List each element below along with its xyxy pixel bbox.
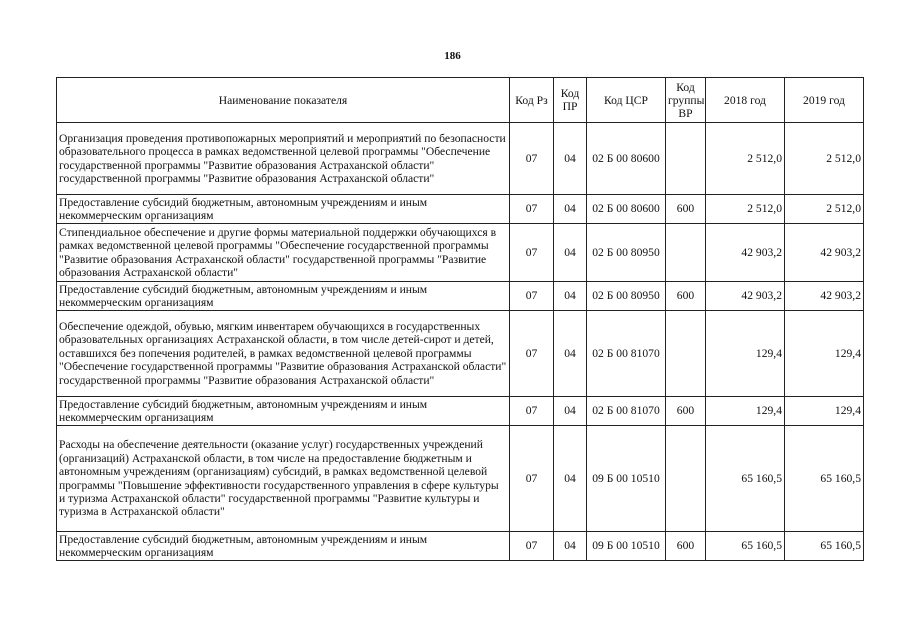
col-header-pr: Код ПР	[554, 78, 587, 123]
col-header-2019: 2019 год	[785, 78, 864, 123]
table-row	[57, 426, 864, 532]
row-csr: 02 Б 00 80950	[587, 282, 666, 311]
row-vr: 600	[666, 532, 706, 561]
table-row	[57, 397, 864, 426]
row-2019: 65 160,5	[785, 532, 864, 561]
row-pr: 04	[554, 195, 587, 224]
page-number: 186	[444, 50, 461, 62]
table-row	[57, 224, 864, 282]
row-2019: 129,4	[785, 397, 864, 426]
row-rz: 07	[510, 311, 554, 397]
row-pr: 04	[554, 426, 587, 532]
row-pr: 04	[554, 532, 587, 561]
row-vr	[666, 123, 706, 195]
row-pr: 04	[554, 123, 587, 195]
row-pr: 04	[554, 397, 587, 426]
row-name: Расходы на обеспечение деятельности (оказание услуг) государственных учреждений (организаций) Астраханской области, в том числе на предоставление бюджетным и автономным учреждениям (организациям) субсидий, в рамках ведомственной целевой программы "Повышение эффективности государственного управления в сфере культуры и туризма Астраханской области" государственной программы "Развитие культуры и туризма в Астраханской области"	[57, 426, 510, 532]
row-vr	[666, 224, 706, 282]
row-vr: 600	[666, 397, 706, 426]
row-2019: 129,4	[785, 311, 864, 397]
row-name: Предоставление субсидий бюджетным, автономным учреждениям и иным некоммерческим организациям	[57, 532, 510, 561]
row-csr: 02 Б 00 80950	[587, 224, 666, 282]
table-row	[57, 311, 864, 397]
row-2018: 129,4	[706, 397, 785, 426]
row-name: Организация проведения противопожарных мероприятий и мероприятий по безопасности образовательного процесса в рамках ведомственной целевой программы "Обеспечение государственной программы "Развитие образования Астраханской области" государственной программы "Развитие образования Астраханской области"	[57, 123, 510, 195]
budget-table	[56, 77, 864, 561]
row-2018: 129,4	[706, 311, 785, 397]
row-name: Предоставление субсидий бюджетным, автономным учреждениям и иным некоммерческим организациям	[57, 397, 510, 426]
row-rz: 07	[510, 282, 554, 311]
col-header-rz: Код Рз	[510, 78, 554, 123]
row-rz: 07	[510, 426, 554, 532]
table-row	[57, 195, 864, 224]
table-row	[57, 123, 864, 195]
row-2019: 2 512,0	[785, 123, 864, 195]
row-pr: 04	[554, 282, 587, 311]
col-header-vr: Код группы ВР	[666, 78, 706, 123]
row-name: Обеспечение одеждой, обувью, мягким инвентарем обучающихся в государственных образовательных организациях Астраханской области, в том числе детей-сирот и детей, оставшихся без попечения родителей, в рамках ведомственной целевой программы "Обеспечение государственной программы "Развитие образования Астраханской области" государственной программы "Развитие образования Астраханской области"	[57, 311, 510, 397]
row-vr: 600	[666, 282, 706, 311]
row-pr: 04	[554, 311, 587, 397]
row-2018: 42 903,2	[706, 282, 785, 311]
row-csr: 02 Б 00 80600	[587, 123, 666, 195]
row-rz: 07	[510, 123, 554, 195]
row-vr: 600	[666, 195, 706, 224]
table-row	[57, 532, 864, 561]
row-rz: 07	[510, 532, 554, 561]
table-header-row	[57, 78, 864, 123]
row-vr	[666, 311, 706, 397]
row-csr: 09 Б 00 10510	[587, 426, 666, 532]
row-name: Стипендиальное обеспечение и другие формы материальной поддержки обучающихся в рамках ведомственной целевой программы "Обеспечение государственной программы "Развитие образования Астраханской области" государственной программы "Развитие образования Астраханской области"	[57, 224, 510, 282]
row-2018: 65 160,5	[706, 426, 785, 532]
col-header-2018: 2018 год	[706, 78, 785, 123]
row-csr: 02 Б 00 80600	[587, 195, 666, 224]
row-2019: 42 903,2	[785, 282, 864, 311]
row-2018: 42 903,2	[706, 224, 785, 282]
table-row	[57, 282, 864, 311]
row-rz: 07	[510, 397, 554, 426]
row-rz: 07	[510, 224, 554, 282]
row-csr: 09 Б 00 10510	[587, 532, 666, 561]
row-2018: 65 160,5	[706, 532, 785, 561]
row-csr: 02 Б 00 81070	[587, 311, 666, 397]
row-vr	[666, 426, 706, 532]
row-2019: 65 160,5	[785, 426, 864, 532]
row-name: Предоставление субсидий бюджетным, автономным учреждениям и иным некоммерческим организациям	[57, 195, 510, 224]
row-2019: 42 903,2	[785, 224, 864, 282]
col-header-csr: Код ЦСР	[587, 78, 666, 123]
row-pr: 04	[554, 224, 587, 282]
row-name: Предоставление субсидий бюджетным, автономным учреждениям и иным некоммерческим организациям	[57, 282, 510, 311]
row-rz: 07	[510, 195, 554, 224]
row-csr: 02 Б 00 81070	[587, 397, 666, 426]
row-2019: 2 512,0	[785, 195, 864, 224]
col-header-name: Наименование показателя	[57, 78, 510, 123]
row-2018: 2 512,0	[706, 123, 785, 195]
row-2018: 2 512,0	[706, 195, 785, 224]
